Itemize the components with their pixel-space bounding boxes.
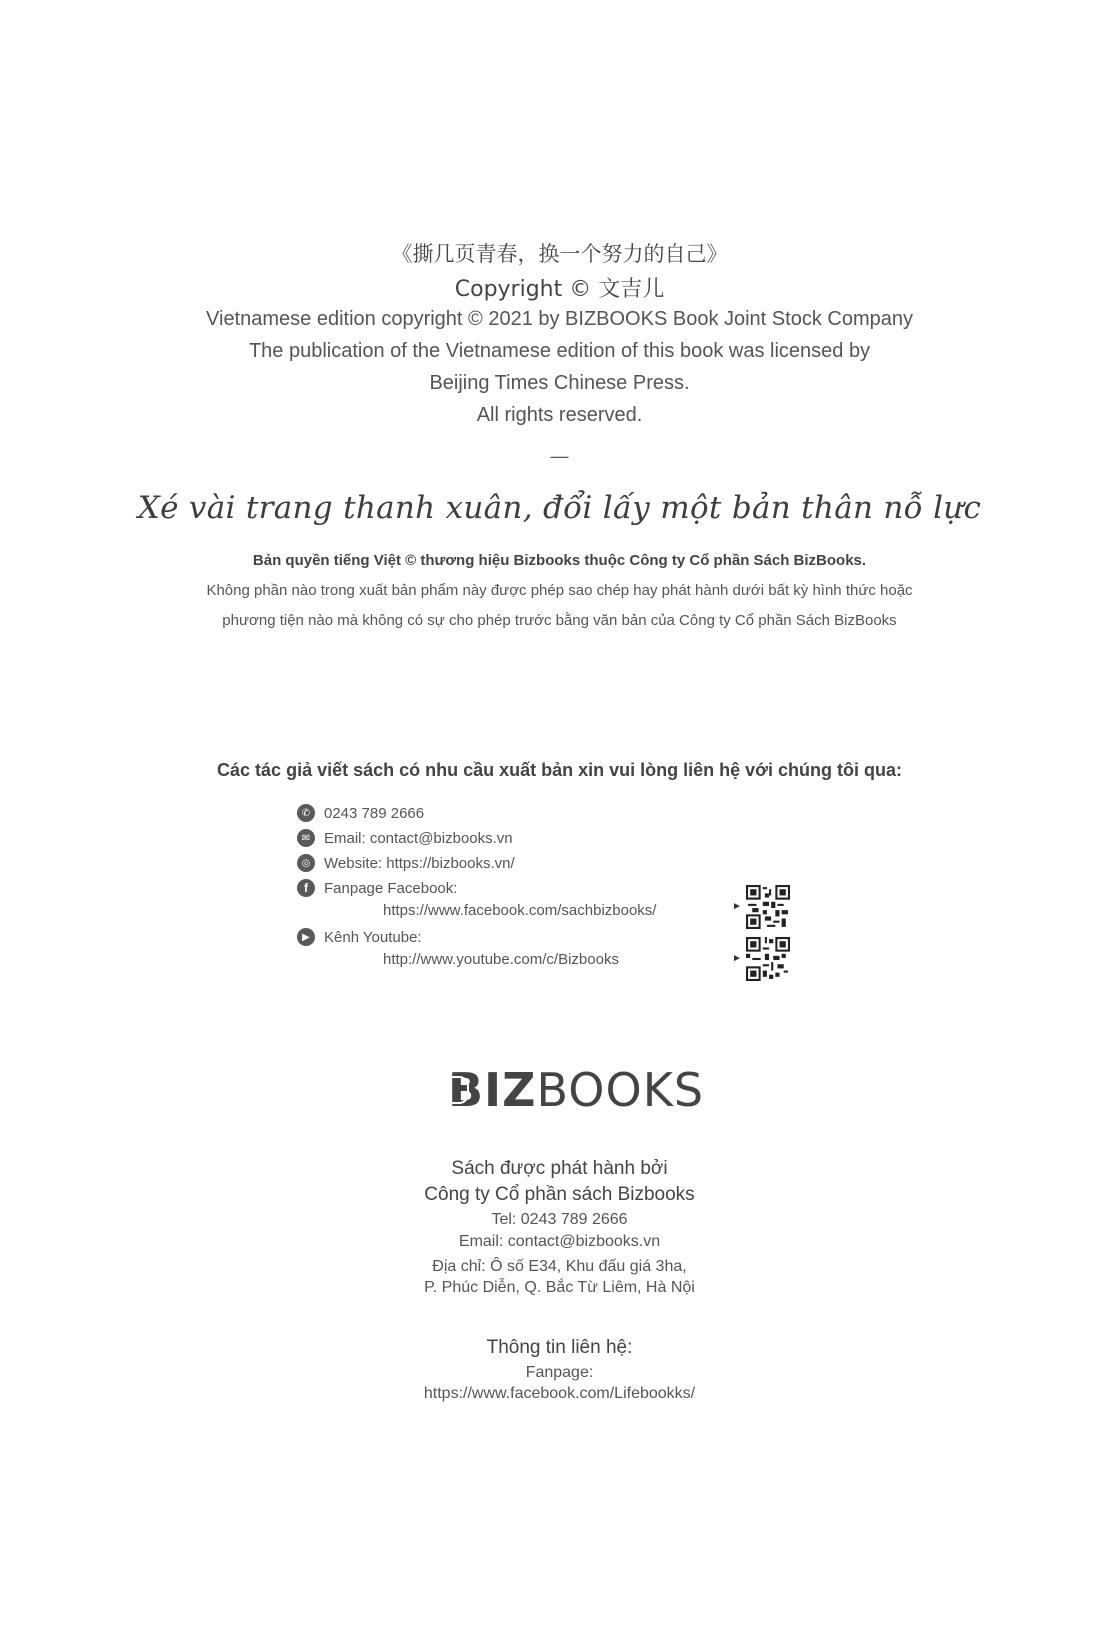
contact-facebook-label: Fanpage Facebook: <box>324 879 458 897</box>
separator-dash: — <box>550 446 569 466</box>
bizbooks-logo-text: BIZBOOKS <box>448 1063 705 1117</box>
publisher-line-1: Sách được phát hành bởi <box>451 1158 668 1179</box>
contact-website-row <box>297 852 515 874</box>
facebook-icon: f <box>297 879 315 897</box>
arrow-icon: ► <box>732 953 742 964</box>
original-copyright: Copyright © 文吉儿 <box>454 277 665 302</box>
english-copyright-line-1: Vietnamese edition copyright © 2021 by BIZBOOKS Book Joint Stock Company <box>206 308 913 330</box>
facebook-qr-code <box>746 885 790 929</box>
contact-facebook-url[interactable]: https://www.facebook.com/sachbizbooks/ <box>383 902 657 919</box>
vietnamese-title: Xé vài trang thanh xuân, đổi lấy một bản thân nỗ lực <box>137 490 982 526</box>
email-icon: ✉ <box>297 829 315 847</box>
contact-website: Website: https://bizbooks.vn/ <box>324 854 515 872</box>
vietnamese-rights-note-2: phương tiện nào mà không có sự cho phép trước bằng văn bản của Công ty Cổ phần Sách BizBooks <box>222 612 897 629</box>
contact-phone-row <box>297 802 424 824</box>
publisher-address-2: P. Phúc Diễn, Q. Bắc Từ Liêm, Hà Nội <box>424 1279 695 1296</box>
youtube-icon: ▶ <box>297 928 315 946</box>
chinese-title: 《撕几页青春，换一个努力的自己》 <box>391 242 728 266</box>
publisher-company: Công ty Cổ phần sách Bizbooks <box>424 1184 695 1205</box>
contact-email-row <box>297 827 513 849</box>
vietnamese-rights-statement: Bản quyền tiếng Việt © thương hiệu Bizbooks thuộc Công ty Cổ phần Sách BizBooks. <box>252 552 867 569</box>
english-copyright-line-3: Beijing Times Chinese Press. <box>429 372 690 394</box>
contact-youtube-row <box>297 926 422 948</box>
authors-contact-heading: Các tác giả viết sách có nhu cầu xuất bản xin vui lòng liên hệ với chúng tôi qua: <box>217 760 902 780</box>
contact-youtube-label: Kênh Youtube: <box>324 928 422 946</box>
contact-phone: 0243 789 2666 <box>324 804 425 822</box>
contact-info-heading: Thông tin liên hệ: <box>486 1337 633 1358</box>
publisher-address-1: Địa chỉ: Ô số E34, Khu đấu giá 3ha, <box>432 1258 687 1275</box>
fanpage-url[interactable]: https://www.facebook.com/Lifebookks/ <box>423 1385 696 1402</box>
contact-youtube-url[interactable]: http://www.youtube.com/c/Bizbooks <box>383 951 619 968</box>
youtube-qr-code <box>746 937 790 981</box>
publisher-email: Email: contact@bizbooks.vn <box>458 1233 661 1250</box>
english-copyright-line-2: The publication of the Vietnamese edition of this book was licensed by <box>248 340 871 362</box>
website-icon: ◎ <box>297 854 315 872</box>
phone-icon: ✆ <box>297 804 315 822</box>
english-copyright-line-4: All rights reserved. <box>476 404 643 426</box>
arrow-icon: ► <box>732 901 742 912</box>
contact-facebook-row <box>297 877 457 899</box>
publisher-tel: Tel: 0243 789 2666 <box>491 1211 628 1228</box>
contact-email: Email: contact@bizbooks.vn <box>324 829 513 847</box>
fanpage-label: Fanpage: <box>525 1364 594 1381</box>
bizbooks-logo <box>442 1062 705 1118</box>
vietnamese-rights-note-1: Không phần nào trong xuất bản phẩm này được phép sao chép hay phát hành dưới bất kỳ hình thức hoặc <box>206 582 913 599</box>
